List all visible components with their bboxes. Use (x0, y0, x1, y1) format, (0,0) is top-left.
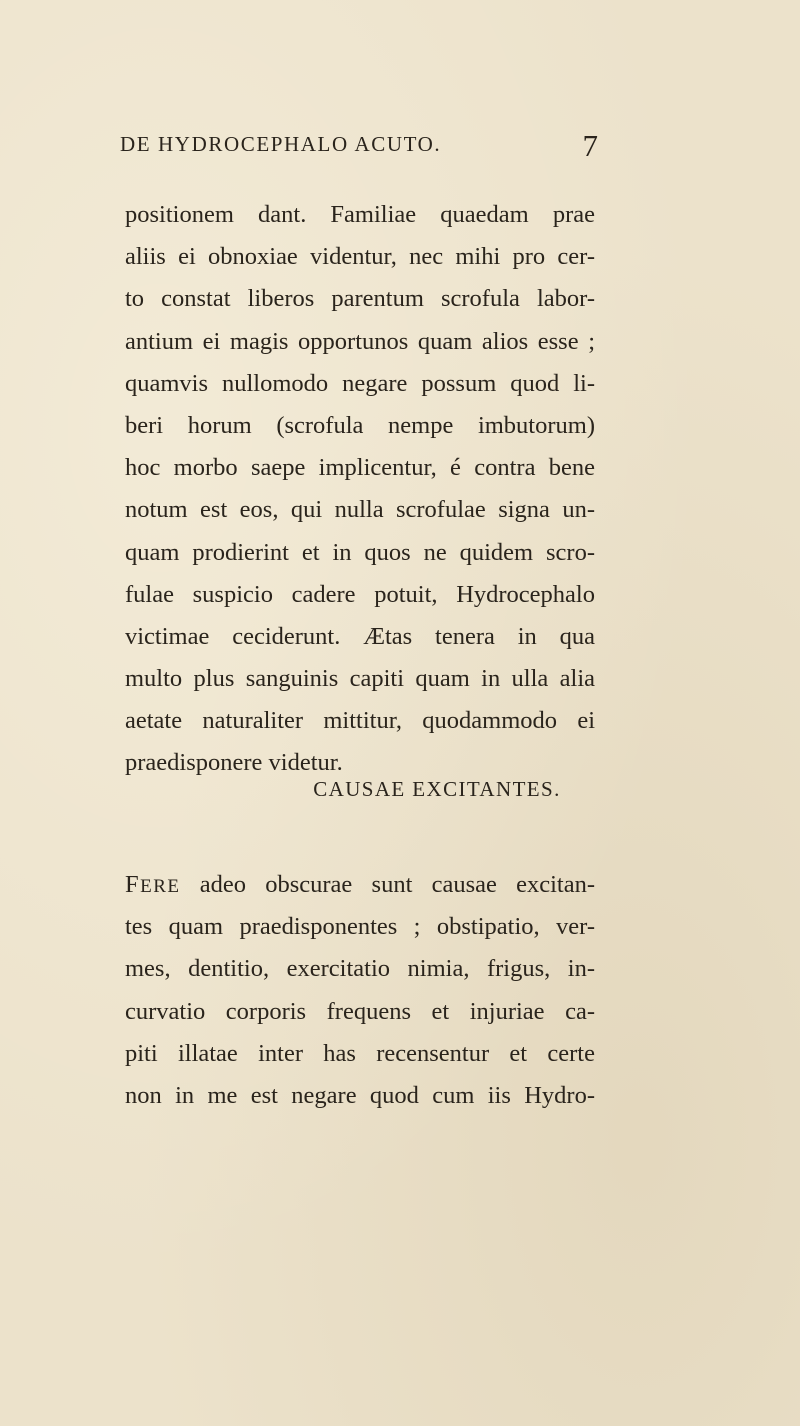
section-heading: CAUSAE EXCITANTES. (313, 777, 561, 801)
text-line: multo plus sanguinis capiti quam in ulla alia (125, 665, 595, 693)
text-line: victimae ceciderunt. Ætas tenera in qua (125, 622, 595, 650)
text-line: non in me est negare quod cum iis Hydro- (125, 1081, 595, 1109)
text-line: beri horum (scrofula nempe imbutorum) (125, 411, 595, 439)
text-line: to constat liberos parentum scrofula labor- (125, 285, 595, 313)
running-title: DE HYDROCEPHALO ACUTO. (120, 132, 442, 156)
running-head (120, 128, 598, 168)
text-line: aliis ei obnoxiae videntur, nec mihi pro cer- (125, 243, 595, 271)
text-line: curvatio corporis frequens et injuriae ca- (125, 997, 595, 1025)
text-line: notum est eos, qui nulla scrofulae signa un- (125, 496, 595, 524)
text-line-first (125, 864, 595, 906)
text-line: quamvis nullomodo negare possum quod li- (125, 369, 595, 397)
text-line: fulae suspicio cadere potuit, Hydrocephalo (125, 580, 595, 608)
small-caps-opening-word (125, 871, 181, 898)
small-caps-rest: ERE (140, 876, 181, 897)
text-line: praedisponere videtur. (125, 749, 343, 777)
text-line: positionem dant. Familiae quaedam prae (125, 201, 595, 228)
text-line: antium ei magis opportunos quam alios esse ; (125, 327, 595, 355)
paragraph-exciting-causes (125, 864, 595, 1117)
text-line: aetate naturaliter mittitur, quodammodo ei (125, 707, 595, 735)
text-line: piti illatae inter has recensentur et certe (125, 1039, 595, 1067)
text-line: tes quam praedisponentes ; obstipatio, ver- (125, 913, 595, 941)
initial-letter: F (125, 871, 141, 898)
text-line: quam prodierint et in quos ne quidem scro- (125, 538, 595, 566)
text-line: hoc morbo saepe implicentur, é contra bene (125, 454, 595, 482)
first-line-rest: adeo obscurae sunt causae excitan- (199, 871, 595, 898)
paragraph-predisposing-causes (125, 194, 595, 785)
page-number: 7 (582, 128, 598, 163)
text-line: mes, dentitio, exercitatio nimia, frigus, in- (125, 955, 595, 983)
